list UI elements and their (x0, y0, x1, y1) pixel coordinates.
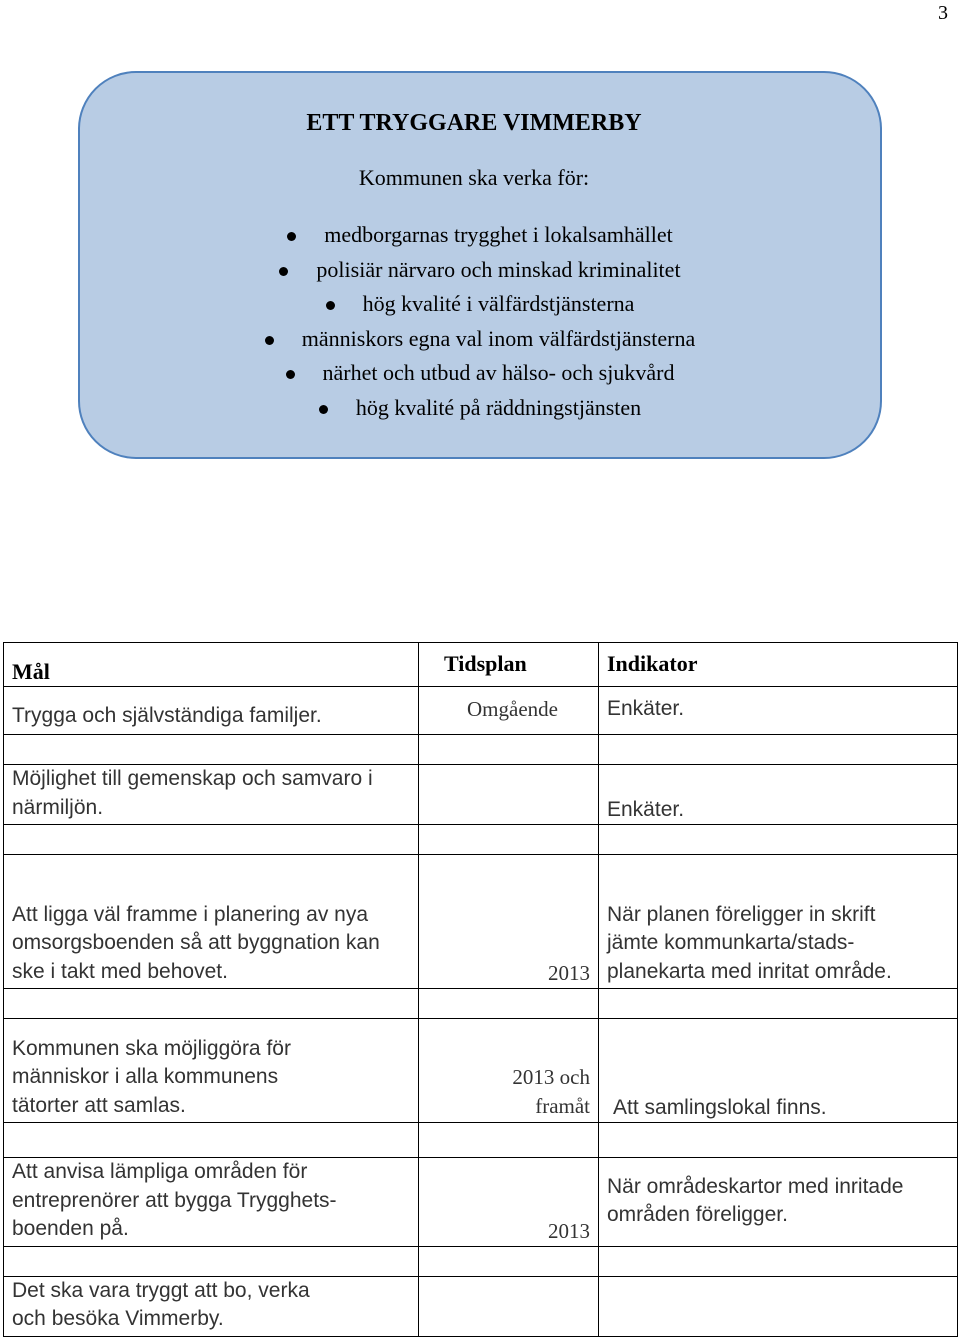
schedule-cell (419, 1276, 599, 1336)
list-item (78, 322, 882, 357)
box-subtitle: Kommunen ska verka för: (358, 165, 590, 190)
goal-cell: Att ligga väl framme i planering av nya omsorgsboenden så att byggnation kan ske i takt med behovet. (4, 855, 419, 989)
bullet-icon (265, 336, 274, 345)
box-list (78, 218, 882, 425)
indicator-cell: Enkäter. (599, 687, 958, 735)
indicator-cell (599, 1276, 958, 1336)
table-spacer (4, 825, 958, 855)
list-item-text: hög kvalité i välfärdstjänsterna (362, 291, 635, 316)
goals-table (3, 642, 958, 1337)
box-title: ETT TRYGGARE VIMMERBY (306, 110, 642, 136)
table-row (4, 687, 958, 735)
schedule-cell (419, 765, 599, 825)
table-row (4, 1158, 958, 1247)
header-goal: Mål (4, 643, 419, 687)
indicator-cell: När planen föreligger in skrift jämte kommunkarta/stads-planekarta med inritat område. (599, 855, 958, 989)
goal-cell: Trygga och självständiga familjer. (4, 687, 419, 735)
table-row (4, 765, 958, 825)
bullet-icon (286, 370, 295, 379)
list-item (78, 253, 882, 288)
list-item-text: polisiär närvaro och minskad kriminalitet (316, 256, 681, 282)
list-item-text: människors egna val inom välfärdstjänsterna (301, 325, 696, 351)
table-header-row (4, 643, 958, 687)
list-item-text: medborgarnas trygghet i lokalsamhället (324, 222, 673, 247)
schedule-cell: 2013 och framåt (419, 1019, 599, 1123)
bullet-icon (326, 301, 335, 310)
schedule-cell: Omgående (419, 687, 599, 735)
table-row (4, 1019, 958, 1123)
list-item (78, 287, 882, 322)
bullet-icon (279, 267, 288, 276)
table-spacer (4, 989, 958, 1019)
indicator-cell: Att samlingslokal finns. (599, 1019, 958, 1123)
schedule-cell: 2013 (419, 855, 599, 989)
indicator-cell: När områdeskartor med inritade områden föreligger. (599, 1158, 958, 1247)
table-spacer (4, 1123, 958, 1158)
goal-cell: Möjlighet till gemenskap och samvaro i närmiljön. (4, 765, 419, 825)
table-spacer (4, 735, 958, 765)
header-schedule: Tidsplan (419, 643, 599, 687)
list-item (78, 391, 882, 426)
indicator-cell: Enkäter. (599, 765, 958, 825)
table-row (4, 855, 958, 989)
table-spacer (4, 1246, 958, 1276)
list-item (78, 218, 882, 253)
list-item-text: hög kvalité på räddningstjänsten (355, 394, 642, 420)
table-row (4, 1276, 958, 1336)
schedule-cell: 2013 (419, 1158, 599, 1247)
bullet-icon (319, 405, 328, 414)
list-item (78, 356, 882, 391)
page-number: 3 (938, 2, 948, 24)
goal-cell: Kommunen ska möjliggöra för människor i alla kommunens tätorter att samlas. (4, 1019, 419, 1123)
goal-cell: Att anvisa lämpliga områden för entreprenörer att bygga Trygghets-boenden på. (4, 1158, 419, 1247)
bullet-icon (287, 232, 296, 241)
goal-cell: Det ska vara tryggt att bo, verka och besöka Vimmerby. (4, 1276, 419, 1336)
header-indicator: Indikator (599, 643, 958, 687)
list-item-text: närhet och utbud av hälso- och sjukvård (322, 360, 675, 385)
